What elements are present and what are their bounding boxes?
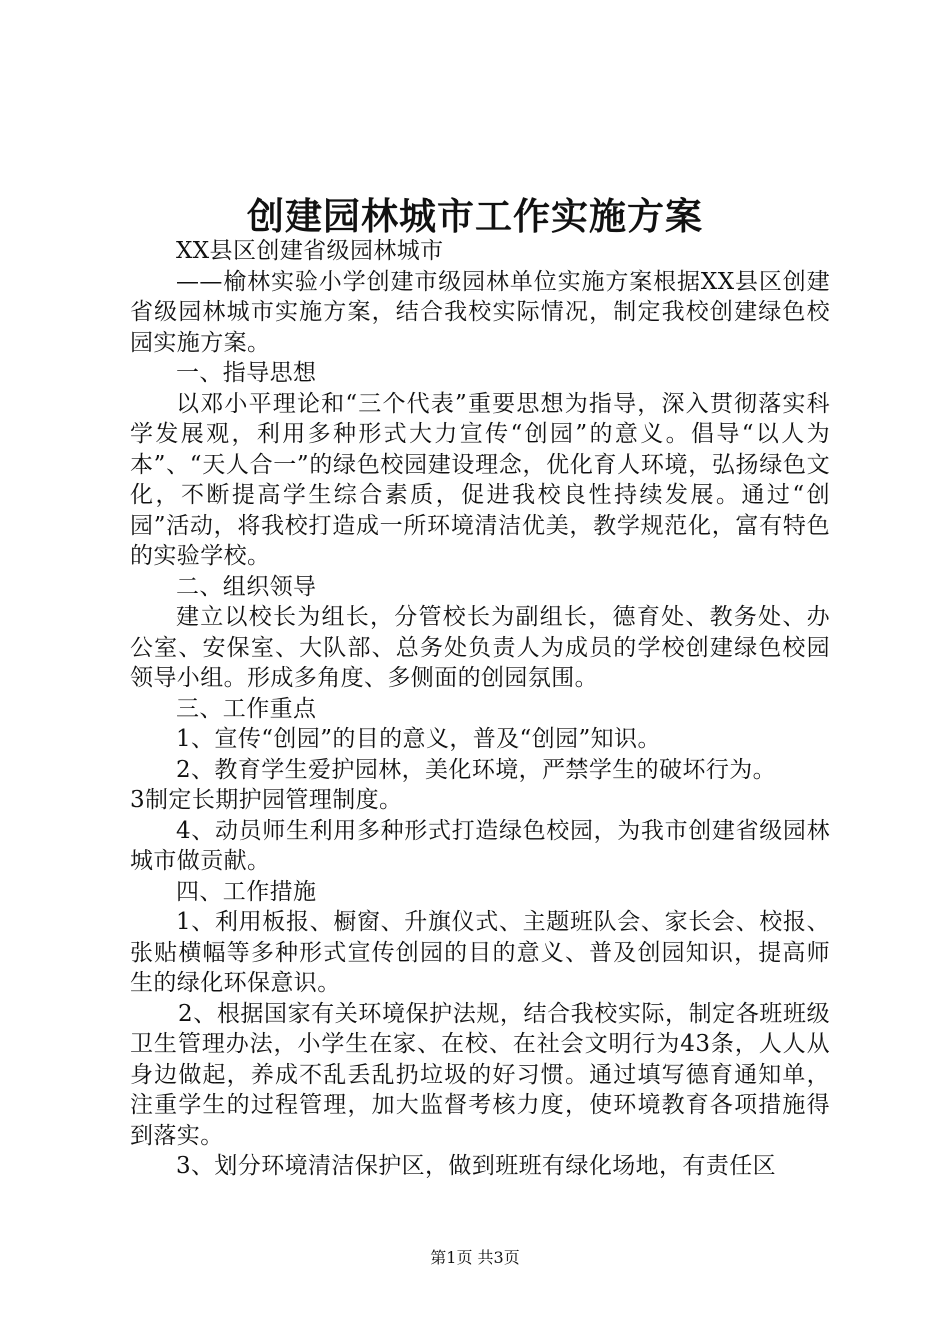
list-item: 1、利用板报、橱窗、升旗仪式、主题班队会、家长会、校报、张贴横幅等多种形式宣传创园的目的意义、普及创园知识，提高师生的绿化环保意识。: [130, 909, 830, 996]
section-heading: 二、组织领导: [176, 573, 317, 600]
section-heading: 一、指导思想: [176, 360, 317, 386]
section-heading: 三、工作重点: [176, 695, 317, 722]
list-item: 4、动员师生利用多种形式打造绿色校园，为我市创建省级园林城市做贡献。: [130, 817, 830, 874]
list-item: 1、宣传“创园”的目的意义，普及“创园”知识。: [176, 726, 661, 752]
document-body: [130, 236, 830, 1182]
list-item: 3制定长期护园管理制度。: [130, 787, 403, 813]
document-title: 创建园林城市工作实施方案: [247, 194, 703, 238]
list-item: 2、教育学生爱护园林，美化环境，严禁学生的破坏行为。: [176, 756, 777, 783]
list-item: 3、划分环境清洁保护区，做到班班有绿化场地，有责任区: [176, 1153, 777, 1179]
paragraph: 以邓小平理论和“三个代表”重要思想为指导，深入贯彻落实科学发展观，利用多种形式大力宣传“创园”的意义。倡导“以人为本”、“天人合一”的绿色校园建设理念，优化育人环境，弘扬绿色文化，不断提高学生综合素质，促进我校良性持续发展。通过“创园”活动，将我校打造成一所环境清洁优美，教学规范化，富有特色的实验学校。: [130, 390, 830, 569]
list-item: 2、根据国家有关环境保护法规，结合我校实际，制定各班班级卫生管理办法，小学生在家、在校、在社会文明行为43条，人人从身边做起，养成不乱丢乱扔垃圾的好习惯。通过填写德育通知单，注重学生的过程管理，加大监督考核力度，使环境教育各项措施得到落实。: [130, 1000, 830, 1149]
section-heading: 四、工作措施: [176, 878, 317, 905]
paragraph: ——榆林实验小学创建市级园林单位实施方案根据XX县区创建省级园林城市实施方案，结合我校实际情况，制定我校创建绿色校园实施方案。: [130, 268, 830, 356]
paragraph: 建立以校长为组长，分管校长为副组长，德育处、教务处、办公室、安保室、大队部、总务处负责人为成员的学校创建绿色校园领导小组。形成多角度、多侧面的创园氛围。: [130, 604, 830, 691]
page-footer: 第1页 共3页: [430, 1248, 520, 1267]
paragraph: XX县区创建省级园林城市: [176, 238, 444, 264]
